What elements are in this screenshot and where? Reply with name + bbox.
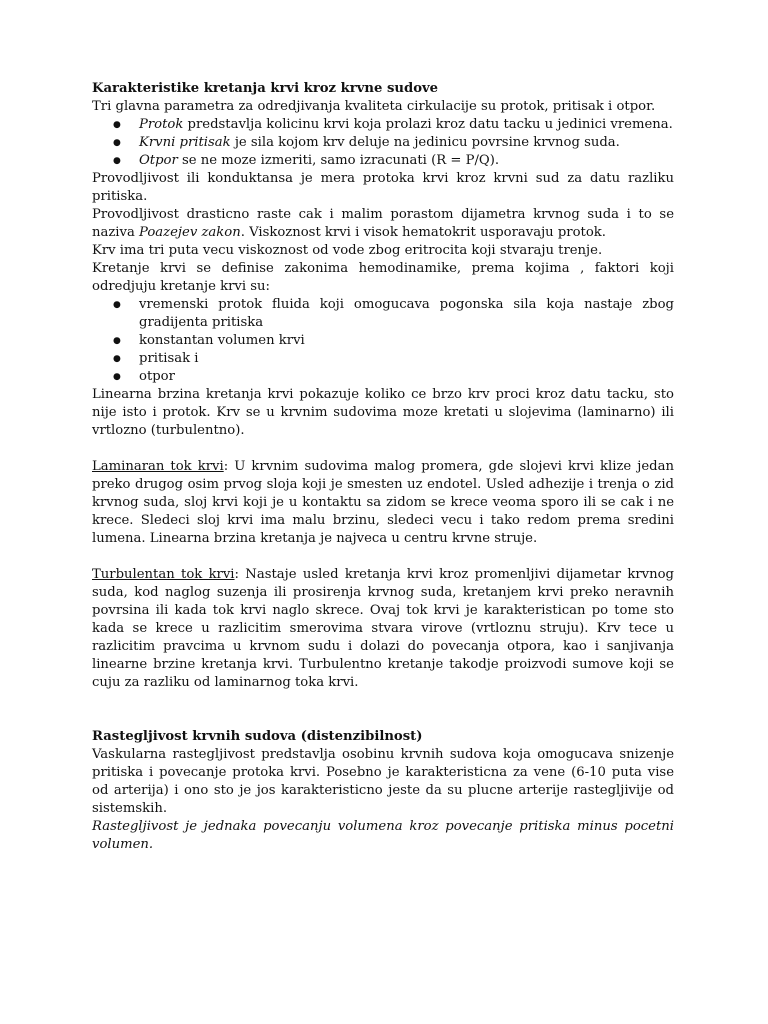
definition-text: predstavlja kolicinu krvi koja prolazi kroz datu tacku u jedinici vremena. [183, 117, 673, 132]
list-item: ● konstantan volumen krvi [92, 332, 674, 350]
term-poazejev-zakon: Poazejev zakon [139, 225, 241, 240]
term-krvni-pritisak: Krvni pritisak [139, 135, 231, 150]
turbulent-text: : Nastaje usled kretanja krvi kroz promenljivi dijametar krvnog suda, kod naglog suzenja ili prosirenja krvnog suda, kretanjem krvi preko neravnih povrsina ili kada tok krvi naglo skrece. Ovaj tok krvi je karakteristican po tome sto kada se krece u razlicitim smerovima stvara virove (vrtloznu struju). Krv tece u razlicitim pravcima u krvnom sudu i dolazi do povecanja otpora, kao i sanjivanja linearne brzine kretanja krvi. Turbulentno kretanje takodje proizvodi sumove koji se cuju za razliku od laminarnog toka krvi. [92, 567, 674, 690]
list-item: ● otpor [92, 368, 674, 386]
viskoznost-paragraph: Krv ima tri puta vecu viskoznost od vode zbog eritrocita koji stvaraju trenje. [92, 243, 603, 258]
laminar-text: : U krvnim sudovima malog promera, gde slojevi krvi klize jedan preko drugog osim prvog sloja koji je smesten uz endotel. Usled adhezije i trenja o zid krvnog suda, sloj krvi koji je u kontaktu sa zidom se krece veoma sporo ili se cak i ne krece. Sledeci sloj krvi ima malu brzinu, sledeci vecu i tako redom prema sredini lumena. Linearna brzina kretanja je najveca u centru krvne struje. [92, 459, 674, 546]
document-body [92, 80, 674, 854]
parameters-list [92, 116, 674, 170]
turbulent-paragraph [92, 566, 674, 692]
poazej-paragraph [92, 206, 674, 242]
spacer [92, 692, 674, 728]
definition-text: se ne moze izmeriti, samo izracunati (R = P/Q). [177, 153, 500, 168]
konduktansa-paragraph: Provodljivost ili konduktansa je mera protoka krvi kroz krvni sud za datu razliku pritiska. [92, 171, 674, 204]
intro-paragraph: Tri glavna parametra za odredjivanja kvaliteta cirkulacije su protok, pritisak i otpor. [92, 99, 656, 114]
term-otpor: Otpor [139, 153, 178, 168]
section-heading-rastegljivost: Rastegljivost krvnih sudova (distenzibilnost) [92, 729, 423, 744]
term-protok: Protok [139, 117, 184, 132]
list-item [92, 116, 674, 134]
spacer [92, 440, 674, 458]
faktori-paragraph: Kretanje krvi se definise zakonima hemodinamike, prema kojima , faktori koji odredjuju kretanje krvi su: [92, 261, 674, 294]
section-heading-karakteristike: Karakteristike kretanja krvi kroz krvne sudove [92, 81, 439, 96]
rastegljivost-paragraph: Vaskularna rastegljivost predstavlja osobinu krvnih sudova koja omogucava snizenje pritiska i povecanje protoka krvi. Posebno je karakteristicna za vene (6-10 puta vise od arterija) i ono sto je jos karakteristicno jeste da su plucne arterije rastegljivije od sistemskih. [92, 747, 674, 816]
list-item: ● pritisak i [92, 350, 674, 368]
factors-list [92, 296, 674, 386]
paragraph-text: . Viskoznost krvi i visok hematokrit usporavaju protok. [240, 225, 606, 240]
laminar-paragraph [92, 458, 674, 548]
list-item [92, 134, 674, 152]
list-item [92, 152, 674, 170]
linearna-brzina-paragraph: Linearna brzina kretanja krvi pokazuje koliko ce brzo krv proci kroz datu tacku, sto nije isto i protok. Krv se u krvnim sudovima moze kretati u slojevima (laminarno) ili vrtlozno (turbulentno). [92, 387, 674, 438]
list-item: ● vremenski protok fluida koji omogucava pogonska sila koja nastaje zbog gradijenta pritiska [92, 296, 674, 332]
spacer [92, 548, 674, 566]
laminar-label: Laminaran tok krvi [92, 459, 224, 474]
turbulent-label: Turbulentan tok krvi [92, 567, 235, 582]
rastegljivost-definition: Rastegljivost je jednaka povecanju volumena kroz povecanje pritiska minus pocetni volumen. [92, 819, 674, 852]
paragraph-text: Provodljivost drasticno raste cak i malim porastom dijametra krvnog suda i to se naziva [92, 207, 674, 240]
definition-text: je sila kojom krv deluje na jedinicu povrsine krvnog suda. [230, 135, 620, 150]
